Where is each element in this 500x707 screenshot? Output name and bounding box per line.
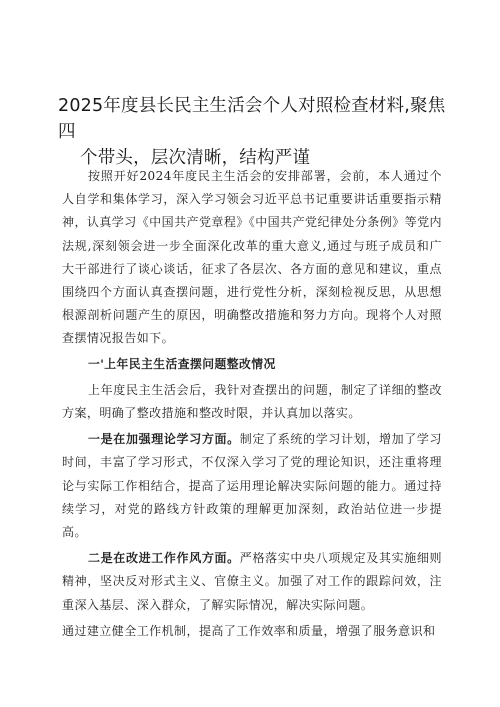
document-title [58,93,450,171]
point2-text: 严格落实中央八项规定及其实施细则精神，坚决反对形式主义、官僚主义。加强了对工作的跟踪问效，注重深入基层、深入群众，了解实际情况，解决实际问题。 [62,551,442,612]
intro-paragraph: 按照开好2024年度民主生活会的安排部署，会前，本人通过个人自学和集体学习，深入学习领会习近平总书记重要讲话重要指示精神，认真学习《中国共产党章程》《中国共产党纪律处分条例》等党内法规,深刻领会进一步全面深化改革的重大意义,通过与班子成员和广大干部进行了谈心谈话，征求了各层次、各方面的意见和建议，重点围绕四个方面认真查摆问题，进行党性分析，深刻检视反思，从思想根源剖析问题产生的原因，明确整改措施和努力方向。现将个人对照查摆情况报告如下。 [62,169,442,346]
closing-paragraph: 通过建立健全工作机制，提高了工作效率和质量，增强了服务意识和 [62,623,436,638]
point2-paragraph [62,547,442,617]
point2-lead: 二是在改进工作作风方面。 [88,551,240,566]
section1-paragraph: 上年度民主生活会后，我针对查摆出的问题，制定了详细的整改方案，明确了整改措施和整改时限，并认真加以落实。 [62,382,442,421]
point1-lead: 一是在加强理论学习方面。 [88,432,240,447]
section-heading-1: 一'上年民主生活查摆问题整改情况 [88,356,276,371]
point1-paragraph [62,428,442,544]
title-line-2: 个带头，层次清晰，结构严谨 [80,148,311,168]
document-body [62,165,442,643]
title-line-1: 2025年度县长民主生活会个人对照检查材料,聚焦四 [58,96,446,142]
point1-text: 制定了系统的学习计划，增加了学习时间，丰富了学习形式，不仅深入学习了党的理论知识，还注重将理论与实际工作相结合，提高了运用理论解决实际问题的能力。通过持续学习，对党的路线方针政策的理解更加深刻，政治站位进一步提高。 [62,432,442,540]
